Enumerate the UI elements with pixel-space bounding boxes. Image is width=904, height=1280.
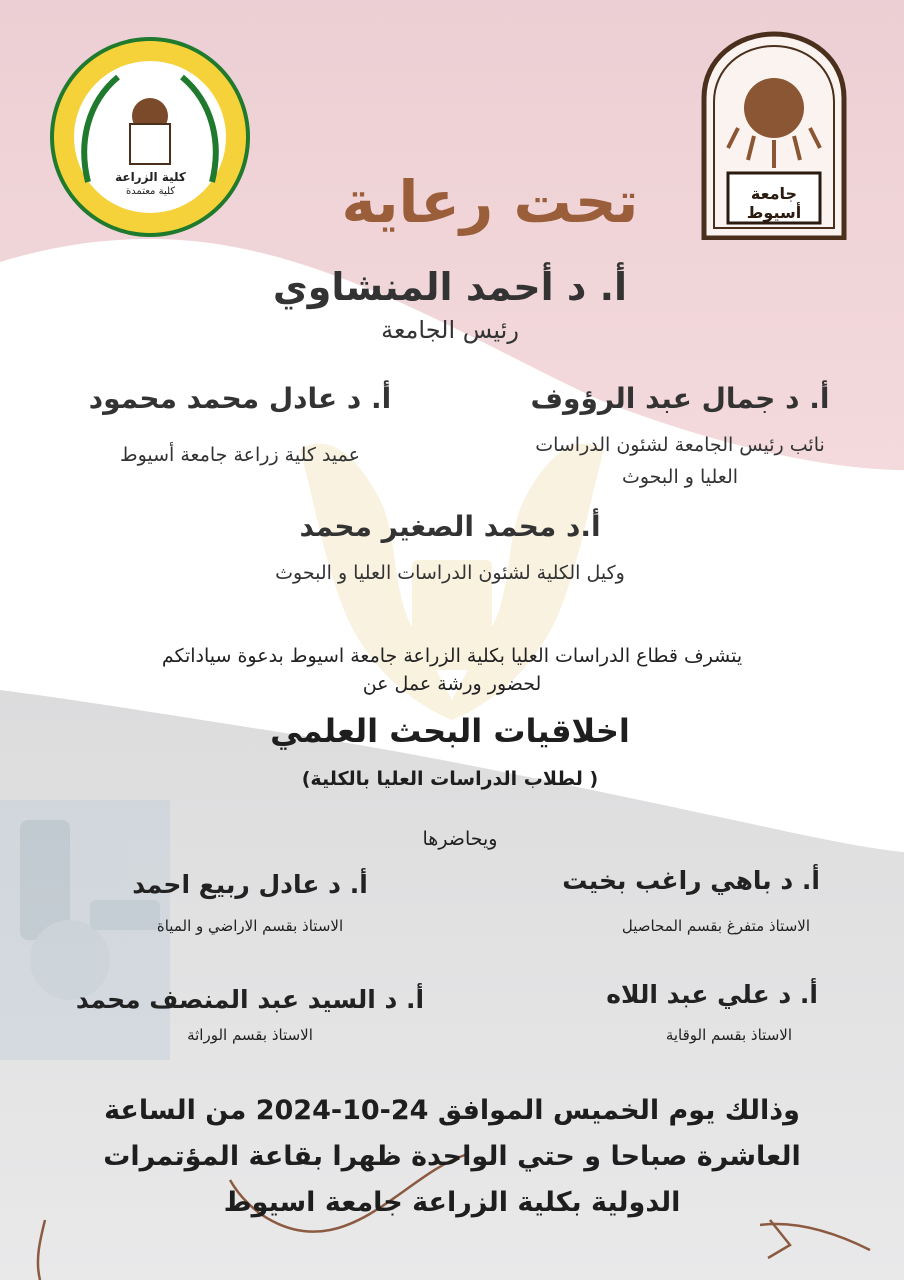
faculty-seal-icon — [48, 32, 253, 242]
lecturer-name: أ. د باهي راغب بخيت — [562, 866, 820, 895]
event-details-line3: الدولية بكلية الزراعة جامعة اسيوط — [223, 1187, 681, 1218]
workshop-subtitle: ( لطلاب الدراسات العليا بالكلية) — [301, 768, 599, 790]
lecturer-name: أ. د عادل ربيع احمد — [132, 870, 368, 899]
page-title: تحت رعاية — [341, 168, 639, 236]
event-details-line1: وذالك يوم الخميس الموافق 24-10-2024 من الساعة — [104, 1095, 800, 1126]
patron-name: أ. د أحمد المنشاوي — [272, 265, 628, 309]
faculty-logo-center-text: كلية الزراعة — [115, 170, 186, 184]
presented-by-label: ويحاضرها — [422, 828, 498, 850]
lecturer-role: الاستاذ متفرغ بقسم المحاصيل — [621, 917, 810, 935]
official-right-name: أ. د جمال عبد الرؤوف — [530, 382, 830, 415]
faculty-logo — [48, 32, 253, 242]
faculty-logo-center-sub: كلية معتمدة — [125, 186, 176, 197]
lecturer-role: الاستاذ بقسم الوراثة — [187, 1026, 313, 1044]
lecturer-name: أ. د السيد عبد المنصف محمد — [75, 985, 425, 1014]
patron-role: رئيس الجامعة — [381, 316, 519, 344]
lecturer-role: الاستاذ بقسم الاراضي و المياة — [156, 917, 344, 935]
event-details — [60, 1088, 844, 1226]
official-right-role-line1: نائب رئيس الجامعة لشئون الدراسات — [535, 434, 825, 456]
official-left-role: عميد كلية زراعة جامعة أسيوط — [120, 444, 360, 466]
event-details-line2: العاشرة صباحا و حتي الواحدة ظهرا بقاعة المؤتمرات — [103, 1141, 801, 1172]
official-center-name: أ.د محمد الصغير محمد — [299, 510, 601, 543]
invitation-line2: لحضور ورشة عمل عن — [362, 673, 542, 695]
official-right-role-line2: العليا و البحوث — [621, 466, 739, 488]
official-left-name: أ. د عادل محمد محمود — [88, 382, 392, 415]
workshop-title: اخلاقيات البحث العلمي — [270, 712, 630, 750]
official-center-role: وكيل الكلية لشئون الدراسات العليا و البحوث — [275, 562, 625, 584]
invitation-line1: يتشرف قطاع الدراسات العليا بكلية الزراعة جامعة اسيوط بدعوة سياداتكم — [161, 645, 743, 667]
lecturer-name: أ. د علي عبد اللاه — [606, 980, 818, 1009]
university-logo-text: جامعة أسيوط — [746, 184, 802, 222]
lecturer-role: الاستاذ بقسم الوقاية — [665, 1026, 792, 1044]
